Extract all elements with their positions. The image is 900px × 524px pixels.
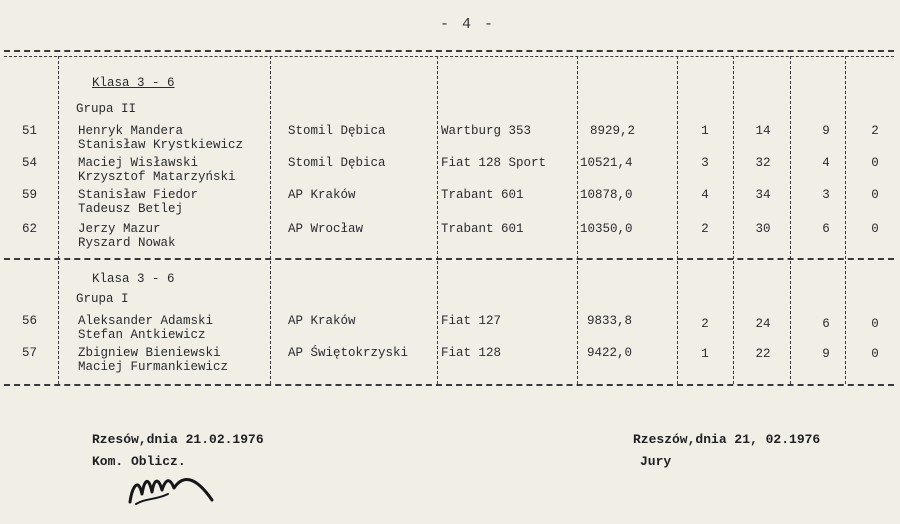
table-bottom-rule xyxy=(4,384,894,386)
club-name: AP Kraków xyxy=(288,188,356,202)
column-divider xyxy=(270,56,271,384)
club-name: Stomil Dębica xyxy=(288,124,386,138)
codriver-name: Stanisław Krystkiewicz xyxy=(78,138,244,152)
value-col4: 2 xyxy=(871,124,879,138)
value-col4: 0 xyxy=(871,317,879,331)
value-col2: 32 xyxy=(755,156,771,170)
start-number: 56 xyxy=(22,314,38,328)
club-name: AP Świętokrzyski xyxy=(288,346,409,360)
value-col3: 4 xyxy=(822,156,830,170)
value-col2: 14 xyxy=(755,124,771,138)
value-col2: 34 xyxy=(755,188,771,202)
car-model: Wartburg 353 xyxy=(441,124,532,138)
value-col1: 4 xyxy=(701,188,709,202)
codriver-name: Tadeusz Betlej xyxy=(78,202,184,216)
codriver-name: Maciej Furmankiewicz xyxy=(78,360,229,374)
start-number: 59 xyxy=(22,188,38,202)
codriver-name: Stefan Antkiewicz xyxy=(78,328,206,342)
column-divider xyxy=(677,56,678,384)
car-model: Fiat 128 xyxy=(441,346,502,360)
page-number: - 4 - xyxy=(440,16,496,33)
score: 10350,0 xyxy=(580,222,633,236)
start-number: 57 xyxy=(22,346,38,360)
score: 9833,8 xyxy=(587,314,633,328)
driver-name: Stanisław Fiedor xyxy=(78,188,199,202)
column-divider xyxy=(790,56,791,384)
right-place-date: Rzeszów,dnia 21, 02.1976 xyxy=(633,432,821,447)
driver-name: Maciej Wisławski xyxy=(78,156,199,170)
value-col3: 9 xyxy=(822,347,830,361)
start-number: 51 xyxy=(22,124,38,138)
right-signer: Jury xyxy=(640,454,672,469)
group-label: Grupa I xyxy=(76,292,129,306)
class-label: Klasa 3 - 6 xyxy=(92,272,175,286)
car-model: Fiat 127 xyxy=(441,314,502,328)
score: 8929,2 xyxy=(590,124,636,138)
left-signer: Kom. Oblicz. xyxy=(92,454,186,469)
value-col1: 1 xyxy=(701,124,709,138)
value-col1: 2 xyxy=(701,222,709,236)
driver-name: Aleksander Adamski xyxy=(78,314,214,328)
value-col1: 2 xyxy=(701,317,709,331)
driver-name: Henryk Mandera xyxy=(78,124,184,138)
club-name: Stomil Dębica xyxy=(288,156,386,170)
group-label: Grupa II xyxy=(76,102,137,116)
codriver-name: Ryszard Nowak xyxy=(78,236,176,250)
value-col2: 22 xyxy=(755,347,771,361)
table-top-rule-2 xyxy=(4,56,894,57)
value-col3: 6 xyxy=(822,222,830,236)
codriver-name: Krzysztof Matarzyński xyxy=(78,170,236,184)
value-col3: 3 xyxy=(822,188,830,202)
value-col2: 30 xyxy=(755,222,771,236)
start-number: 62 xyxy=(22,222,38,236)
table-top-rule xyxy=(4,50,894,52)
section-divider xyxy=(4,258,894,260)
score: 9422,0 xyxy=(587,346,633,360)
car-model: Trabant 601 xyxy=(441,188,524,202)
column-divider xyxy=(845,56,846,384)
score: 10878,0 xyxy=(580,188,633,202)
driver-name: Zbigniew Bieniewski xyxy=(78,346,221,360)
value-col4: 0 xyxy=(871,347,879,361)
start-number: 54 xyxy=(22,156,38,170)
driver-name: Jerzy Mazur xyxy=(78,222,161,236)
value-col4: 0 xyxy=(871,188,879,202)
car-model: Trabant 601 xyxy=(441,222,524,236)
score: 10521,4 xyxy=(580,156,633,170)
value-col4: 0 xyxy=(871,156,879,170)
column-divider xyxy=(733,56,734,384)
club-name: AP Kraków xyxy=(288,314,356,328)
class-label: Klasa 3 - 6 xyxy=(92,76,175,90)
value-col1: 1 xyxy=(701,347,709,361)
value-col3: 6 xyxy=(822,317,830,331)
column-divider xyxy=(437,56,438,384)
value-col1: 3 xyxy=(701,156,709,170)
handwritten-signature xyxy=(122,464,222,508)
column-divider xyxy=(577,56,578,384)
value-col2: 24 xyxy=(755,317,771,331)
car-model: Fiat 128 Sport xyxy=(441,156,547,170)
club-name: AP Wrocław xyxy=(288,222,364,236)
column-divider xyxy=(58,56,59,384)
left-place-date: Rzesów,dnia 21.02.1976 xyxy=(92,432,264,447)
value-col4: 0 xyxy=(871,222,879,236)
value-col3: 9 xyxy=(822,124,830,138)
